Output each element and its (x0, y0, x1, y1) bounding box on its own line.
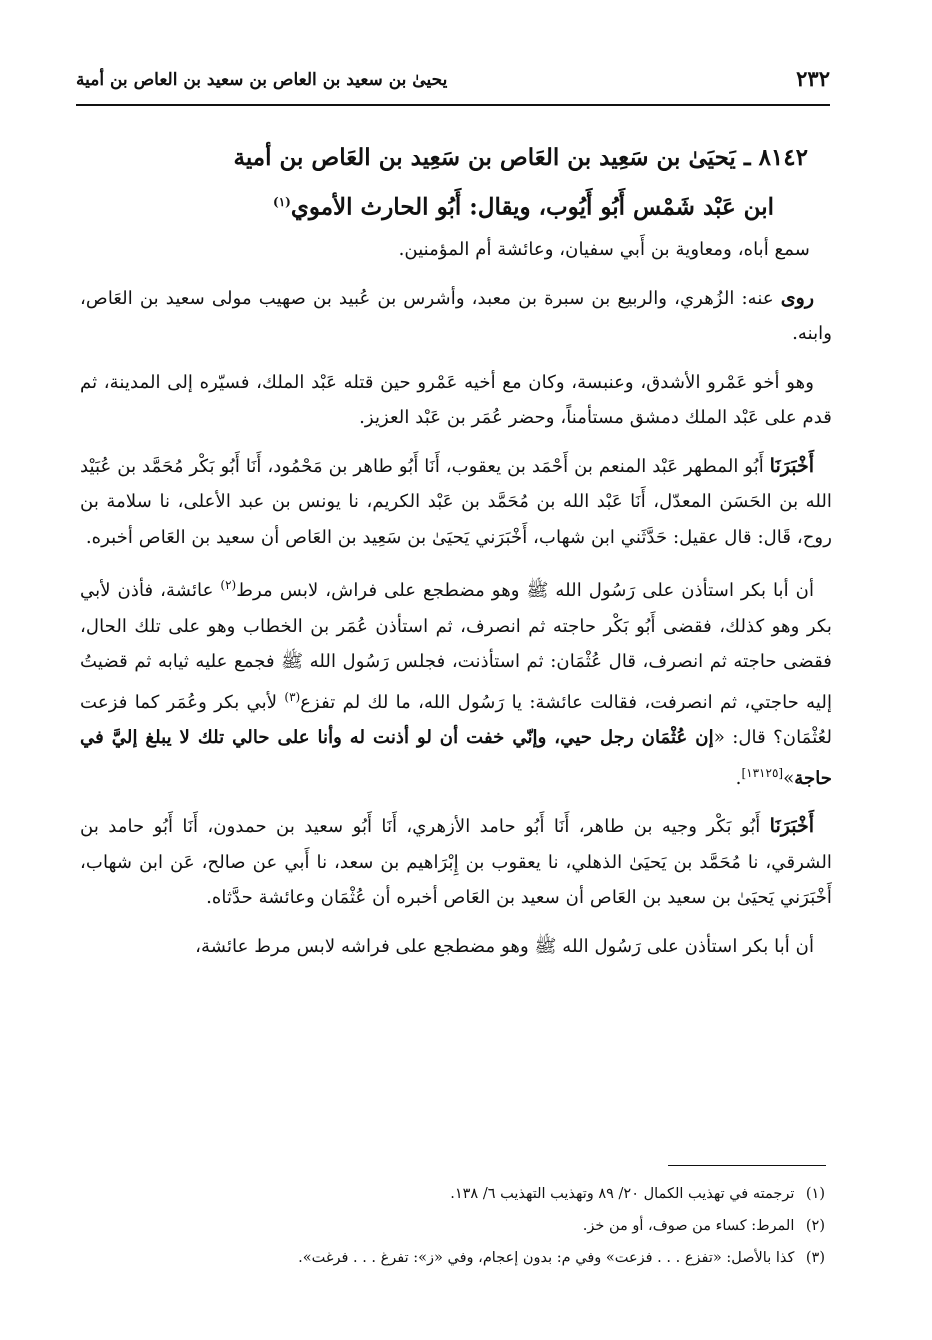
footnote-divider (668, 1165, 826, 1166)
paragraph-4 (80, 449, 832, 556)
header-divider (76, 104, 830, 106)
paragraph-7: أن أبا بكر استأذن على رَسُول الله ﷺ وهو مضطجع على فراشه لابس مرط عائشة، (195, 935, 814, 957)
hadith-reference-number: [١٣١٢٥] (741, 765, 784, 780)
footnote-number: (٣) (805, 1250, 825, 1266)
footnote-ref-1: (١) (273, 195, 291, 209)
paragraph-4-text: أَبُو المطهر عَبْد المنعم بن أَحْمَد بن يعقوب، أَنَا أَبُو طاهر بن مَحْمُود، أَنَا أَبُو بَكْر مُحَمَّد بن عُبَيْد الله بن الحَسَن المعدّل، أَنَا عَبْد الله بن مُحَمَّد بن عَبْد الكريم، نا يونس بن عبد الأعلى، نا سلامة بن روح، قَال: قال عقيل: حَدَّثَني ابن شهاب، أَخْبَرَني يَحيَىٰ بن سَعِيد بن العَاص أن سعيد بن العَاص أخبره. (80, 455, 832, 548)
paragraph-5-end: . (735, 767, 742, 789)
paragraph-5-part-c: لأبي بكر وعُمَر كما فزعت لعُثْمَان؟ قال: « (80, 691, 832, 749)
quote-close: » (783, 767, 795, 789)
paragraph-5 (80, 568, 832, 796)
entry-title-line-2-text: ابن عَبْد شَمْس أَبُو أَيُوب، ويقال: أَبُو الحارث الأموي (290, 193, 774, 221)
running-title: يحيىٰ بن سعيد بن العاص بن سعيد بن العاص بن أمية (76, 70, 448, 90)
footnote-text: المرط: كساء من صوف، أو من خز. (582, 1218, 795, 1234)
paragraph-6-text: أَبُو بَكْر وجيه بن طاهر، أَنَا أَبُو حامد الأزهري، أَنَا أَبُو سعيد بن حمدون، أَنَا أَبُو حامد بن الشرقي، نا مُحَمَّد بن يَحيَىٰ الذهلي، نا يعقوب بن إِبْرَاهيم بن سعد، نا أَبي عن صالح، عَن ابن شهاب، أَخْبَرَني يَحيَىٰ بن سعيد بن العَاص أن سعيد بن العَاص أخبره أن عُثْمَان وعائشة حدَّثاه. (80, 816, 832, 909)
paragraph-3: وهو أخو عَمْرو الأشدق، وعنبسة، وكان مع أخيه عَمْرو حين قتله عَبْد الملك، فسيّره إلى المدينة، ثم قدم على عَبْد الملك دمشق مستأمناً، وحضر عُمَر بن عَبْد العزيز. (80, 371, 832, 428)
footnote-3 (80, 1242, 825, 1274)
paragraph-5-part-b: عائشة، فأذن لأبي بكر وهو كذلك، فقضى أَبُو بَكْر حاجته ثم انصرف، ثم استأذن عُمَر بن الخطاب وهو على تلك الحال، فقضى حاجته ثم انصرف، قال عُثْمَان: ثم استأذنت، فجلس رَسُول الله ﷺ فجمع عليه ثيابه ثم قضيتُ إليه حاجتي، ثم انصرفت، فقالت عائشة: يا رَسُول الله، ما لك لم تفزع (80, 580, 832, 713)
footnote-ref-3: (٣) (284, 689, 301, 704)
paragraph-6 (80, 809, 832, 916)
footnote-2 (80, 1210, 825, 1242)
keyword-rawa: روى (780, 286, 814, 309)
footnote-number: (٢) (805, 1218, 825, 1234)
footnote-number: (١) (805, 1186, 825, 1202)
footnote-ref-2: (٢) (220, 578, 237, 592)
footnotes (80, 1178, 825, 1274)
paragraph-2-text: عنه: الزُهري، والربيع بن سبرة بن معبد، وأشرس بن عُبيد بن صهيب مولى سعيد بن العَاص، وابنه. (80, 287, 832, 344)
paragraph-5-part-a: أن أبا بكر استأذن على رَسُول الله ﷺ وهو مضطجع على فراش، لابس مرط (236, 580, 814, 602)
keyword-akhbarana: أَخْبَرَنَا (769, 454, 814, 477)
entry-title-line-1: ٨١٤٢ ـ يَحيَىٰ بن سَعِيد بن العَاص بن سَعِيد بن العَاص بن أمية (233, 144, 808, 171)
main-text (80, 232, 832, 977)
page-number: ٢٣٢ (796, 66, 830, 91)
page-header (76, 60, 830, 100)
footnote-1 (80, 1178, 825, 1210)
hadith-quote: إن عُثْمَان رجل حيي، وإنّي خفت أن لو أذنت له وأنا على حالي تلك لا يبلغ إليَّ في حاجة (80, 727, 832, 789)
footnote-text: ترجمته في تهذيب الكمال ٢٠/ ٨٩ وتهذيب التهذيب ٦/ ١٣٨. (450, 1186, 795, 1202)
paragraph-1: سمع أباه، ومعاوية بن أَبي سفيان، وعائشة أم المؤمنين. (398, 239, 810, 260)
footnote-text: كذا بالأصل: «تفزع . . . فزعت» وفي م: بدون إعجام، وفي «ز»: تفرغ . . . فرغت». (298, 1250, 795, 1266)
paragraph-2 (80, 281, 832, 352)
entry-title-line-2 (90, 180, 808, 230)
keyword-akhbarana-2: أَخْبَرَنَا (769, 815, 814, 838)
entry-title (90, 136, 808, 230)
